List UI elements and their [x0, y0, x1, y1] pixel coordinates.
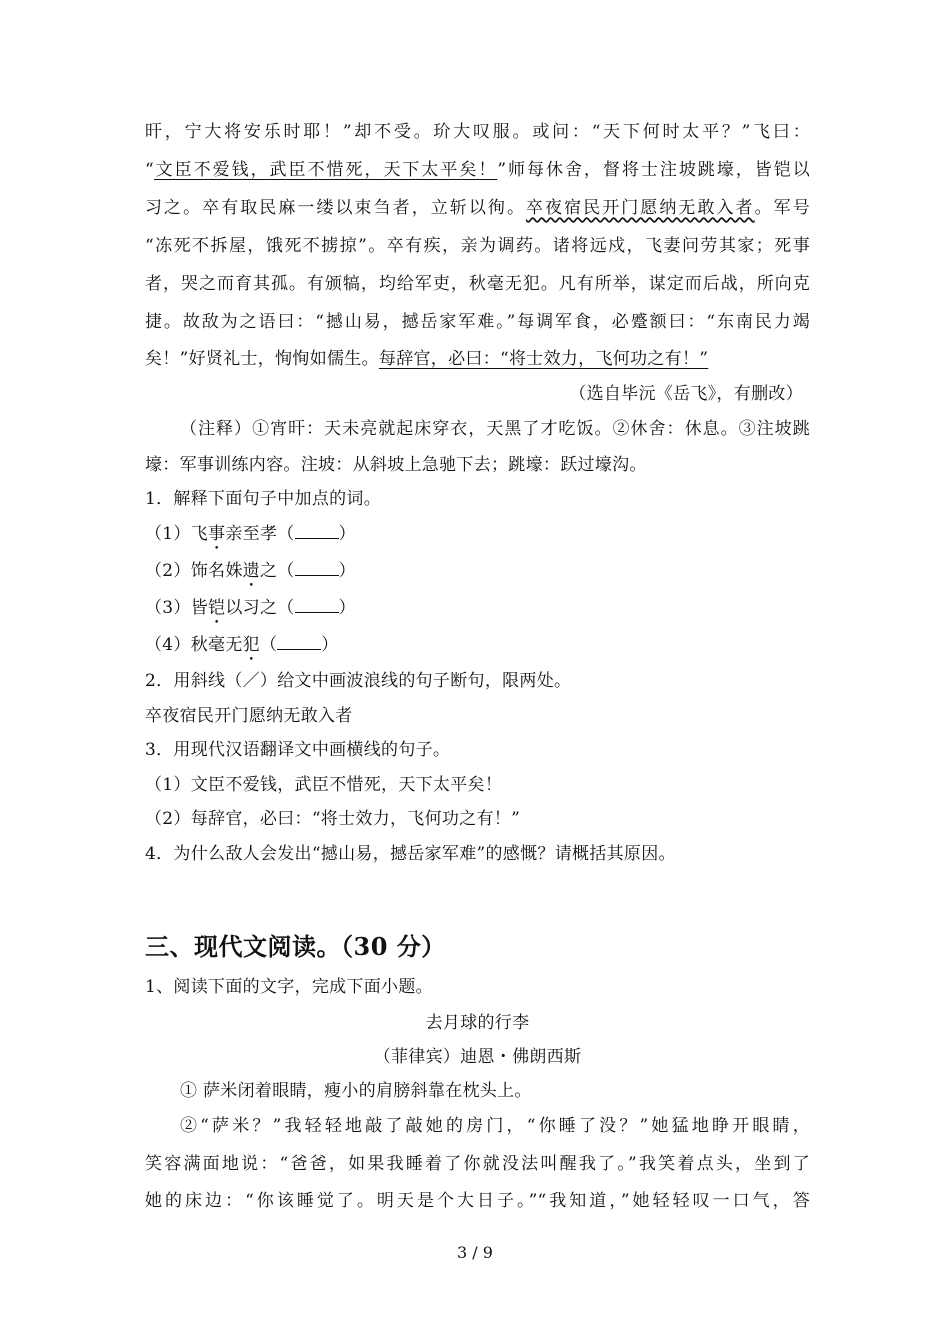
dotted-word: 铠	[208, 598, 226, 618]
section-heading: 三、现代文阅读。（30 分）	[145, 932, 446, 961]
passage-line-3: 习之。卒有取民麻一缕以束刍者，立斩以徇。卒夜宿民开门愿纳无敢入者。军号	[145, 198, 810, 218]
passage-line-6: 捷。故敌为之语曰：“撼山易，撼岳家军难。”每调军食，必蹙额曰：“东南民力竭	[145, 312, 810, 332]
question-1-item-1: （1）飞事亲至孝（ ）	[145, 524, 356, 544]
article-paragraph-2-line-3: 她的床边：“你该睡觉了。明天是个大日子。”“我知道，”她轻轻叹一口气，答	[145, 1191, 810, 1211]
article-paragraph-2-line-2: 笑容满面地说：“爸爸，如果我睡着了你就没法叫醒我了。”我笑着点头，坐到了	[145, 1154, 810, 1174]
wavy-underlined-sentence: 卒夜宿民开门愿纳无敢入者	[526, 198, 755, 218]
question-4: 4．为什么敌人会发出“撼山易，撼岳家军难”的感慨？请概括其原因。	[145, 844, 676, 864]
annotation-line-2: 壕：军事训练内容。注坡：从斜坡上急驰下去；跳壕：跃过壕沟。	[145, 455, 647, 475]
question-3-item-2: （2）每辞官，必曰：“将士效力，飞何功之有！”	[145, 809, 521, 829]
answer-blank[interactable]	[277, 633, 321, 650]
passage-line-5: 者，哭之而育其孤。有颁犒，均给军吏，秋毫无犯。凡有所举，谋定而后战，所向克	[145, 274, 810, 294]
dotted-word: 遗	[242, 561, 260, 581]
article-paragraph-2-line-1: ②“萨米？”我轻轻地敲了敲她的房门，“你睡了没？”她猛地睁开眼睛，	[180, 1116, 810, 1136]
underlined-sentence-1: 文臣不爱钱，武臣不惜死，天下太平矣！	[154, 160, 498, 180]
passage-source: （选自毕沅《岳飞》，有删改）	[569, 384, 803, 404]
article-paragraph-1: ① 萨米闭着眼睛，瘦小的肩膀斜靠在枕头上。	[180, 1081, 532, 1101]
question-1-item-2: （2）饰名姝遗之（ ）	[145, 561, 356, 581]
question-2: 2．用斜线（／）给文中画波浪线的句子断句，限两处。	[145, 671, 572, 691]
article-title: 去月球的行李	[425, 1013, 530, 1033]
underlined-sentence-2: 每辞官，必曰：“将士效力，飞何功之有！”	[378, 349, 709, 369]
answer-blank[interactable]	[295, 559, 339, 576]
page-number: 3 / 9	[457, 1243, 493, 1262]
answer-blank[interactable]	[295, 596, 339, 613]
question-1: 1．解释下面句子中加点的词。	[145, 489, 382, 509]
question-1-item-4: （4）秋毫无犯（ ）	[145, 635, 339, 655]
passage-line-7: 矣！”好贤礼士，恂恂如儒生。每辞官，必曰：“将士效力，飞何功之有！”	[145, 349, 709, 369]
dotted-word: 犯	[242, 635, 260, 655]
dotted-word: 事	[208, 524, 226, 544]
answer-blank[interactable]	[295, 522, 339, 539]
question-3-item-1: （1）文臣不爱钱，武臣不惜死，天下太平矣！	[145, 775, 503, 795]
question-2-sentence: 卒夜宿民开门愿纳无敢入者	[145, 706, 353, 726]
article-author: （菲律宾）迪恩・佛朗西斯	[373, 1047, 582, 1067]
section-intro: 1、阅读下面的文字，完成下面小题。	[145, 977, 433, 997]
passage-line-1: 旰，宁大将安乐时耶！”却不受。玠大叹服。或问：“天下何时太平？”飞曰：	[145, 122, 810, 142]
annotation-line-1: （注释）①宵旰：天未亮就起床穿衣，天黑了才吃饭。②休舍：休息。③注坡跳	[180, 419, 810, 439]
question-1-item-3: （3）皆铠以习之（ ）	[145, 598, 356, 618]
passage-line-4: “冻死不拆屋，饿死不掳掠”。卒有疾，亲为调药。诸将远戍，飞妻问劳其家；死事	[145, 236, 810, 256]
passage-line-2: “文臣不爱钱，武臣不惜死，天下太平矣！”师每休舍，督将士注坡跳壕，皆铠以	[145, 160, 810, 180]
question-3: 3．用现代汉语翻译文中画横线的句子。	[145, 740, 451, 760]
